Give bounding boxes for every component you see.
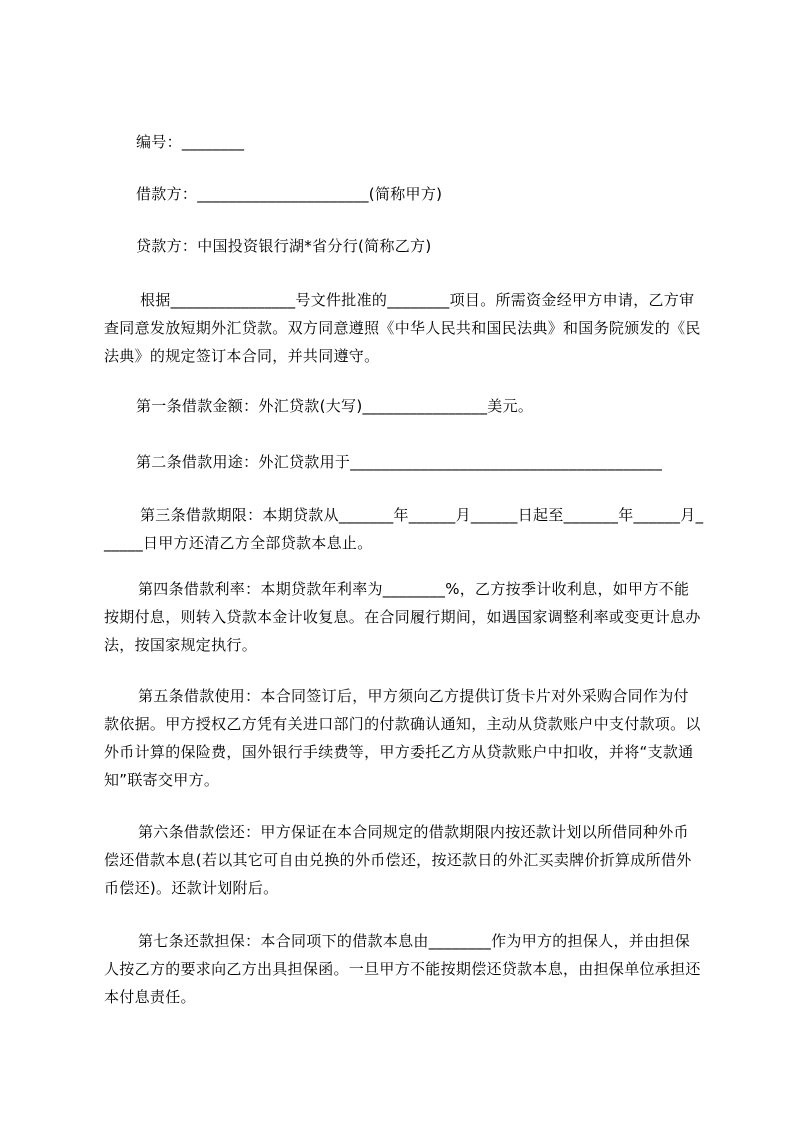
lender-line: 贷款方：中国投资银行湖*省分行(简称乙方) — [136, 237, 432, 255]
article-3: 第三条借款期限：本期贷款从_______年______月______日起至_______年______月______日甲方还清乙方全部贷款本息止。 — [104, 506, 704, 552]
article-4: 第四条借款利率：本期贷款年利率为________%，乙方按季计收利息，如甲方不能按期付息，则转入贷款本金计收复息。在合同履行期间，如遇国家调整利率或变更计息办法，按国家规定执行。 — [104, 580, 701, 654]
article-1: 第一条借款金额：外汇贷款(大写)________________美元。 — [136, 397, 534, 415]
preamble-paragraph: 根据________________号文件批准的________项目。所需资金经甲方申请，乙方审查同意发放短期外汇贷款。双方同意遵照《中华人民共和国民法典》和国务院颁发的《民法典》的规定签订本合同，并共同遵守。 — [104, 291, 701, 365]
article-2: 第二条借款用途：外汇贷款用于________________________________________ — [136, 453, 663, 471]
article-5: 第五条借款使用：本合同签订后，甲方须向乙方提供订货卡片对外采购合同作为付款依据。甲方授权乙方凭有关进口部门的付款确认通知，主动从贷款账户中支付款项。以外币计算的保险费，国外银行手续费等，甲方委托乙方从贷款账户中扣收，并将“支款通知”联寄交甲方。 — [104, 687, 701, 789]
article-7: 第七条还款担保：本合同项下的借款本息由________作为甲方的担保人，并由担保人按乙方的要求向乙方出具担保函。一旦甲方不能按期偿还贷款本息，由担保单位承担还本付息责任。 — [104, 932, 701, 1006]
contract-number-line: 编号：________ — [136, 133, 245, 151]
borrower-line: 借款方：______________________(简称甲方) — [136, 185, 443, 203]
article-6: 第六条借款偿还：甲方保证在本合同规定的借款期限内按还款计划以所借同种外币偿还借款本息(若以其它可自由兑换的外币偿还，按还款日的外汇买卖牌价折算成所借外币偿还)。还款计划附后。 — [104, 823, 692, 897]
